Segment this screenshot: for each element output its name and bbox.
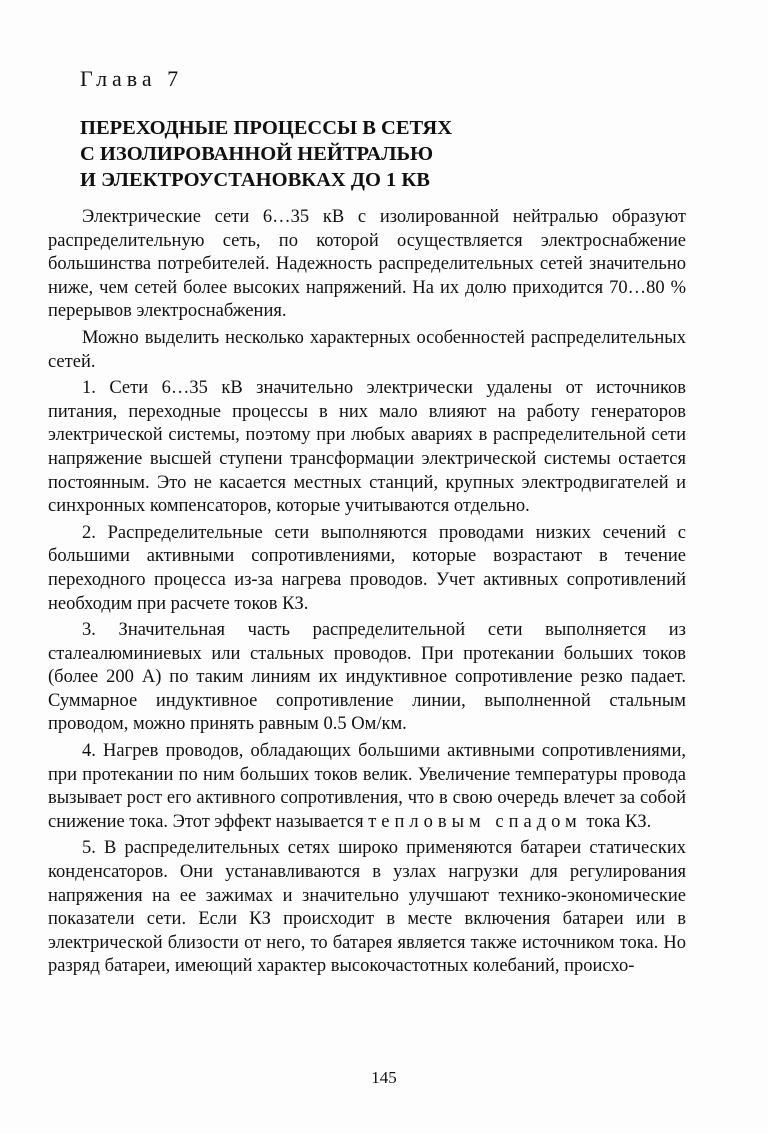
spaced-emphasis-term: тепловым спадом xyxy=(368,811,582,832)
paragraph-feature-1: 1. Сети 6…35 кВ значительно электрически удалены от источников питания, переходные процессы в них мало влияют на работу генераторов электрической системы, поэтому при любых авариях в распределительной сети напряжение высшей ступени трансформации электрической системы остается постоянным. Это не касается местных станций, крупных электродвигателей и синхронных компенсаторов, которые учитываются отдельно. xyxy=(48,378,686,517)
paragraph-feature-4 xyxy=(48,740,686,834)
paragraph-feature-4-end: тока КЗ. xyxy=(581,811,652,832)
page-number: 145 xyxy=(371,1068,397,1087)
chapter-heading: Глава 7 xyxy=(80,66,184,91)
paragraph-features-lead: Можно выделить несколько характерных особенностей распределительных сетей. xyxy=(48,327,686,372)
chapter-title-line-1: ПЕРЕХОДНЫЕ ПРОЦЕССЫ В СЕТЯХ xyxy=(80,117,453,139)
chapter-title-line-2: С ИЗОЛИРОВАННОЙ НЕЙТРАЛЬЮ xyxy=(80,143,434,165)
paragraph-feature-3: 3. Значительная часть распределительной сети выполняется из сталеалюминиевых или стальных проводов. При протекании больших токов (более 200 А) по таким линиям их индуктивное сопротивление резко падает. Суммарное индуктивное сопротивление линии, выполненной стальным проводом, можно принять равным 0.5 Ом/км. xyxy=(48,620,686,735)
paragraph-feature-5: 5. В распределительных сетях широко применяются батареи статических конденсаторов. Они устанавливаются в узлах нагрузки для регулирования напряжения на ее зажимах и значительно улучшают технико-экономические показатели сети. Если КЗ происходит в месте включения батареи или в электрической близости от него, то батарея является также источником тока. Но разряд батареи, имеющий характер высокочастотных колебаний, происхо- xyxy=(48,838,686,977)
chapter-title-line-3: И ЭЛЕКТРОУСТАНОВКАХ ДО 1 КВ xyxy=(80,169,430,191)
paragraph-intro: Электрические сети 6…35 кВ с изолированной нейтралью образуют распределительную сеть, по которой осуществляется электроснабжение большинства потребителей. Надежность распределительных сетей значительно ниже, чем сетей более высоких напряжений. На их долю приходится 70…80 % перерывов электроснабжения. xyxy=(48,207,686,322)
paragraph-feature-2: 2. Распределительные сети выполняются проводами низких сечений с большими активными сопротивлениями, которые возрастают в течение переходного процесса из-за нагрева проводов. Учет активных сопротивлений необходим при расчете токов КЗ. xyxy=(48,522,686,614)
chapter-title xyxy=(80,115,560,193)
paragraph-feature-4-start: 4. Нагрев проводов, обладающих большими активными сопротивлениями, при протекании по ним больших токов велик. Увеличение температуры провода вызывает рост его активного сопротивления, что в свою очередь влечет за собой снижение тока. Этот эффект называется xyxy=(48,741,686,832)
body-text xyxy=(48,206,686,982)
